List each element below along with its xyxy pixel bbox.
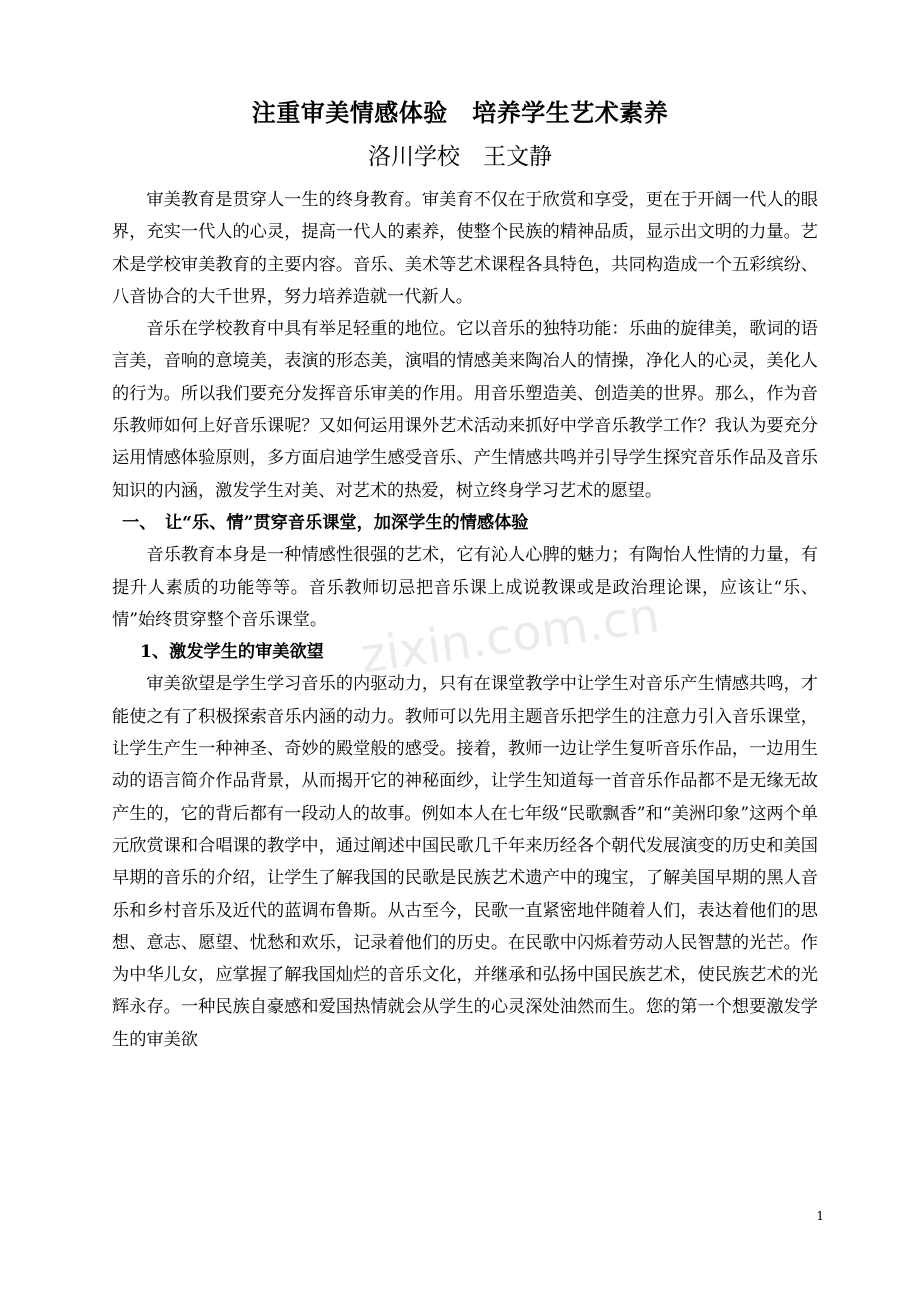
section-heading-1: 一、 让“乐、情”贯穿音乐课堂，加深学生的情感体验 [122, 512, 529, 533]
document-body [112, 184, 818, 1056]
watermark: zixin.com.cn [357, 587, 663, 685]
paragraph-intro-1: 审美教育是贯穿人一生的终身教育。审美育不仅在于欣赏和享受，更在于开阔一代人的眼界，充实一代人的心灵，提高一代人的素养，使整个民族的精神品质，显示出文明的力量。艺术是学校审美教育的主要内容。音乐、美术等艺术课程各具特色，共同构造成一个五彩缤纷、八音协合的大千世界，努力培养造就一代新人。 [112, 190, 818, 307]
author-line: 洛川学校 王文静 [368, 144, 552, 170]
page-number: 1 [816, 1209, 824, 1223]
document-title: 注重审美情感体验 培养学生艺术素养 [251, 99, 669, 127]
subsection-heading-1: 1、激发学生的审美欲望 [140, 642, 324, 663]
paragraph-intro-2: 音乐在学校教育中具有举足轻重的地位。它以音乐的独特功能：乐曲的旋律美，歌词的语言美，音响的意境美，表演的形态美，演唱的情感美来陶冶人的情操，净化人的心灵，美化人的行为。所以我们要充分发挥音乐审美的作用。用音乐塑造美、创造美的世界。那么，作为音乐教师如何上好音乐课呢？又如何运用课外艺术活动来抓好中学音乐教学工作？我认为要充分运用情感体验原则，多方面启迪学生感受音乐、产生情感共鸣并引导学生探究音乐作品及音乐知识的内涵，激发学生对美、对艺术的热爱，树立终身学习艺术的愿望。 [112, 319, 818, 501]
subsection-1-paragraph: 审美欲望是学生学习音乐的内驱动力，只有在课堂教学中让学生对音乐产生情感共鸣，才能使之有了积极探索音乐内涵的动力。教师可以先用主题音乐把学生的注意力引入音乐课堂，让学生产生一种神圣、奇妙的殿堂般的感受。接着，教师一边让学生复听音乐作品，一边用生动的语言简介作品背景，从而揭开它的神秘面纱，让学生知道每一首音乐作品都不是无缘无故产生的，它的背后都有一段动人的故事。例如本人在七年级“民歌飘香”和“美洲印象”这两个单元欣赏课和合唱课的教学中，通过阐述中国民歌几千年来历经各个朝代发展演变的历史和美国早期的音乐的介绍，让学生了解我国的民歌是民族艺术遗产中的瑰宝，了解美国早期的黑人音乐和乡村音乐及近代的蓝调布鲁斯。从古至今，民歌一直紧密地伴随着人们，表达着他们的思想、意志、愿望、忧愁和欢乐，记录着他们的历史。在民歌中闪烁着劳动人民智慧的光芒。作为中华儿女，应掌握了解我国灿烂的音乐文化，并继承和弘扬中国民族艺术，使民族艺术的光辉永存。一种民族自豪感和爱国热情就会从学生的心灵深处油然而生。您的第一个想要激发学生的审美欲 [112, 674, 818, 1050]
section-1-paragraph: 音乐教育本身是一种情感性很强的艺术，它有沁人心脾的魅力；有陶怡人性情的力量，有提升人素质的功能等等。音乐教师切忌把音乐课上成说教课或是政治理论课，应该让“乐、情”始终贯穿整个音乐课堂。 [112, 545, 818, 630]
